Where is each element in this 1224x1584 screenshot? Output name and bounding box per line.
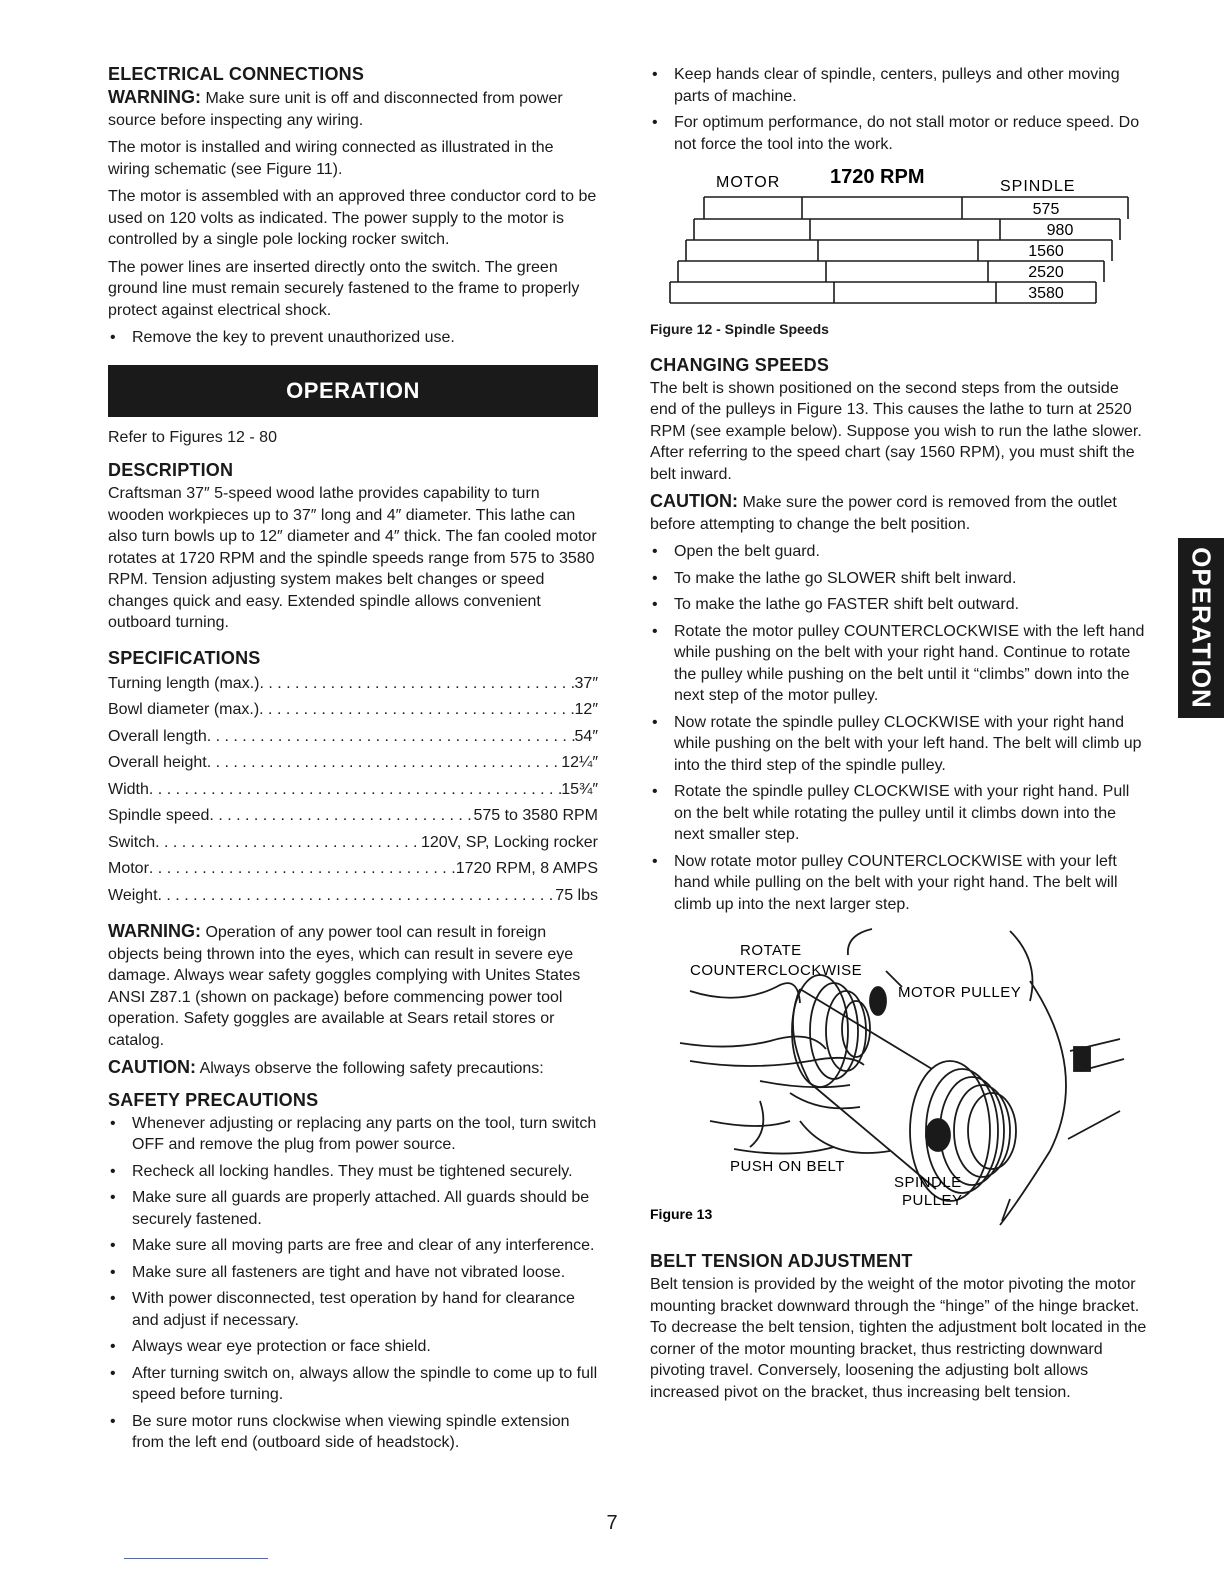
changing-item: • Now rotate the spindle pulley CLOCKWISE with your right hand while pushing on the belt with your left hand. The belt will climb up into the third step of the spindle pulley. bbox=[650, 712, 1148, 777]
belt-tension-heading: BELT TENSION ADJUSTMENT bbox=[650, 1251, 913, 1271]
speed-575: 575 bbox=[1032, 201, 1060, 218]
figure12-caption: Figure 12 - Spindle Speeds bbox=[650, 321, 829, 337]
description-text: Craftsman 37″ 5-speed wood lathe provides capability to turn wooden workpieces up to 37″ long and 4″ diameter. This lathe can also turn bowls up to 12″ diameter and 4″ thick. The fan cooled motor rotates at 1720 RPM and the spindle speeds range from 575 to 3580 RPM. Tension adjusting system makes belt changes or speed changes quick and easy. Extended spindle allows convenient outboard turning. bbox=[108, 485, 597, 631]
electrical-p2: The motor is assembled with an approved three conductor cord to be used on 120 volts as indicated. The power supply to the motor is controlled by a single pole locking rocker switch. bbox=[108, 188, 597, 248]
spec-row bbox=[108, 724, 598, 751]
spec-row bbox=[108, 697, 598, 724]
spec-label: Width bbox=[108, 780, 149, 798]
spec-value: 15¾″ bbox=[561, 780, 598, 798]
spec-label: Switch bbox=[108, 833, 156, 851]
belt-tension-text: Belt tension is provided by the weight of the motor pivoting the motor mounting bracket downward through the “hinge” of the hinge bracket. To decrease the belt tension, tighten the adjustment bolt located in the corner of the motor mounting bracket, thus restricting downward pivoting travel. Conversely, loosening the adjusting bolt allows increased pivot on the bracket, thus increasing belt tension. bbox=[650, 1276, 1147, 1401]
pulley-illustration bbox=[650, 921, 1148, 1231]
spec-row bbox=[108, 883, 598, 910]
spindle-label: SPINDLE bbox=[1000, 178, 1076, 195]
safety-item: • With power disconnected, test operation by hand for clearance and adjust if necessary. bbox=[108, 1288, 598, 1331]
electrical-bullets bbox=[108, 327, 598, 349]
safety-list bbox=[108, 1113, 598, 1454]
changing-text: The belt is shown positioned on the second steps from the outside end of the pulleys in Figure 13. This causes the lathe to turn at 2520 RPM (see example below). Suppose you wish to run the lathe slower. After referring to the speed chart (say 1560 RPM), you must shift the belt inward. bbox=[650, 379, 1142, 483]
safety-item: • Make sure all guards are properly attached. All guards should be securely fastened. bbox=[108, 1187, 598, 1230]
spec-row bbox=[108, 856, 598, 883]
changing-item: • Now rotate motor pulley COUNTERCLOCKWISE with your left hand while pulling on the belt with your right hand. The belt will climb up into the next larger step. bbox=[650, 851, 1148, 916]
push-on-belt-label: PUSH ON BELT bbox=[730, 1158, 845, 1175]
speed-3580: 3580 bbox=[1028, 285, 1064, 302]
warning-text: Operation of any power tool can result in foreign objects being thrown into the eyes, which can result in severe eye damage. Always wear safety goggles complying with Unites States ANSI Z87.1 (shown on package) before commencing power tool operation. Safety goggles are available at Sears retail stores or catalog. bbox=[108, 924, 581, 1049]
safety-item: • Recheck all locking handles. They must be tightened securely. bbox=[108, 1161, 598, 1183]
operation-side-tab bbox=[1178, 538, 1224, 718]
changing-item: • Rotate the motor pulley COUNTERCLOCKWISE with the left hand while pushing on the belt with your right hand. Continue to rotate the pulley while pushing on the belt until it “climbs” down into the next step of the motor pulley. bbox=[650, 621, 1148, 707]
spec-row bbox=[108, 750, 598, 777]
spec-label: Spindle speed bbox=[108, 807, 210, 824]
left-column bbox=[108, 64, 598, 1460]
changing-heading: CHANGING SPEEDS bbox=[650, 354, 830, 375]
safety-item: • Whenever adjusting or replacing any parts on the tool, turn switch OFF and remove the plug from power source. bbox=[108, 1113, 598, 1156]
safety-item: • Make sure all fasteners are tight and have not vibrated loose. bbox=[108, 1262, 598, 1284]
rpm-label: 1720 RPM bbox=[830, 166, 925, 188]
spec-label: Weight bbox=[108, 886, 158, 904]
counterclockwise-label: COUNTERCLOCKWISE bbox=[690, 962, 863, 979]
spec-value: 75 lbs bbox=[555, 886, 598, 904]
operation-banner: OPERATION bbox=[108, 365, 598, 417]
spec-value: 54″ bbox=[574, 727, 598, 745]
spindle-speeds-figure bbox=[650, 161, 1148, 311]
speed-980: 980 bbox=[1046, 222, 1074, 239]
spec-row bbox=[108, 671, 598, 698]
warning-label: WARNING: bbox=[108, 921, 201, 941]
spec-value: 1720 RPM, 8 AMPS bbox=[455, 860, 598, 877]
operation-refer: Refer to Figures 12 - 80 bbox=[108, 428, 277, 446]
pulley-label: PULLEY bbox=[902, 1192, 963, 1209]
motor-label: MOTOR bbox=[716, 174, 781, 191]
right-column bbox=[650, 64, 1148, 1409]
speed-1560: 1560 bbox=[1028, 243, 1064, 260]
top-bullets bbox=[650, 64, 1148, 155]
electrical-p1: The motor is installed and wiring connected as illustrated in the wiring schematic (see Figure 11). bbox=[108, 139, 554, 178]
rotate-label: ROTATE bbox=[740, 942, 802, 959]
spec-row bbox=[108, 777, 598, 804]
safety-item: • Be sure motor runs clockwise when viewing spindle extension from the left end (outboard side of headstock). bbox=[108, 1411, 598, 1454]
changing-item: • Rotate the spindle pulley CLOCKWISE with your right hand. Pull on the belt while rotating the pulley until it climbs down into the next smaller step. bbox=[650, 781, 1148, 846]
spec-value: 12″ bbox=[574, 701, 598, 718]
safety-item: • After turning switch on, always allow the spindle to come up to full speed before turning. bbox=[108, 1363, 598, 1406]
safety-heading: SAFETY PRECAUTIONS bbox=[108, 1089, 319, 1110]
motor-pulley-label: MOTOR PULLEY bbox=[898, 984, 1022, 1001]
changing-item: • To make the lathe go SLOWER shift belt inward. bbox=[650, 568, 1148, 590]
spec-label: Turning length (max.) bbox=[108, 674, 260, 692]
spec-label: Bowl diameter (max.) bbox=[108, 701, 260, 718]
spec-row bbox=[108, 830, 598, 857]
spec-row bbox=[108, 803, 598, 830]
description-heading: DESCRIPTION bbox=[108, 460, 234, 480]
spec-value: 575 to 3580 RPM bbox=[473, 807, 598, 824]
caution-label: CAUTION: bbox=[108, 1057, 196, 1077]
specifications-heading: SPECIFICATIONS bbox=[108, 647, 261, 668]
footer-line bbox=[124, 1558, 268, 1559]
warning-label: WARNING: bbox=[108, 87, 201, 107]
warning-text: Make sure unit is off and disconnected from power source before inspecting any wiring. bbox=[108, 90, 563, 129]
spec-value: 120V, SP, Locking rocker bbox=[420, 833, 598, 851]
caution-text: Always observe the following safety precautions: bbox=[196, 1060, 544, 1077]
page-number: 7 bbox=[606, 1512, 618, 1534]
specifications-list bbox=[108, 671, 598, 910]
safety-item: • Make sure all moving parts are free and clear of any interference. bbox=[108, 1235, 598, 1257]
speed-2520: 2520 bbox=[1028, 264, 1064, 281]
changing-item: • Open the belt guard. bbox=[650, 541, 1148, 563]
figure13-caption: Figure 13 bbox=[650, 1206, 713, 1222]
top-bullet: • For optimum performance, do not stall motor or reduce speed. Do not force the tool into the work. bbox=[650, 112, 1148, 155]
warning2 bbox=[108, 921, 598, 1051]
spec-label: Motor bbox=[108, 860, 149, 877]
spec-label: Overall length bbox=[108, 727, 207, 745]
safety-item: • Always wear eye protection or face shield. bbox=[108, 1336, 598, 1358]
spec-value: 12¼″ bbox=[561, 754, 598, 771]
caution-label: CAUTION: bbox=[650, 491, 738, 511]
changing-caution bbox=[650, 491, 1148, 535]
changing-item: • To make the lathe go FASTER shift belt outward. bbox=[650, 594, 1148, 616]
side-tab-label: OPERATION bbox=[1186, 547, 1217, 709]
top-bullet: • Keep hands clear of spindle, centers, pulleys and other moving parts of machine. bbox=[650, 64, 1148, 107]
spec-label: Overall height bbox=[108, 754, 207, 771]
caution1 bbox=[108, 1057, 598, 1080]
spec-value: 37″ bbox=[574, 674, 598, 692]
electrical-bullet: • Remove the key to prevent unauthorized use. bbox=[108, 327, 598, 349]
electrical-warning bbox=[108, 87, 598, 131]
electrical-heading: ELECTRICAL CONNECTIONS bbox=[108, 64, 365, 84]
changing-list bbox=[650, 541, 1148, 915]
electrical-p3: The power lines are inserted directly onto the switch. The green ground line must remain securely fastened to the frame to properly protect against electrical shock. bbox=[108, 258, 580, 319]
spindle-label: SPINDLE bbox=[894, 1174, 962, 1191]
caution-text: Make sure the power cord is removed from the outlet before attempting to change the belt position. bbox=[650, 494, 1117, 533]
